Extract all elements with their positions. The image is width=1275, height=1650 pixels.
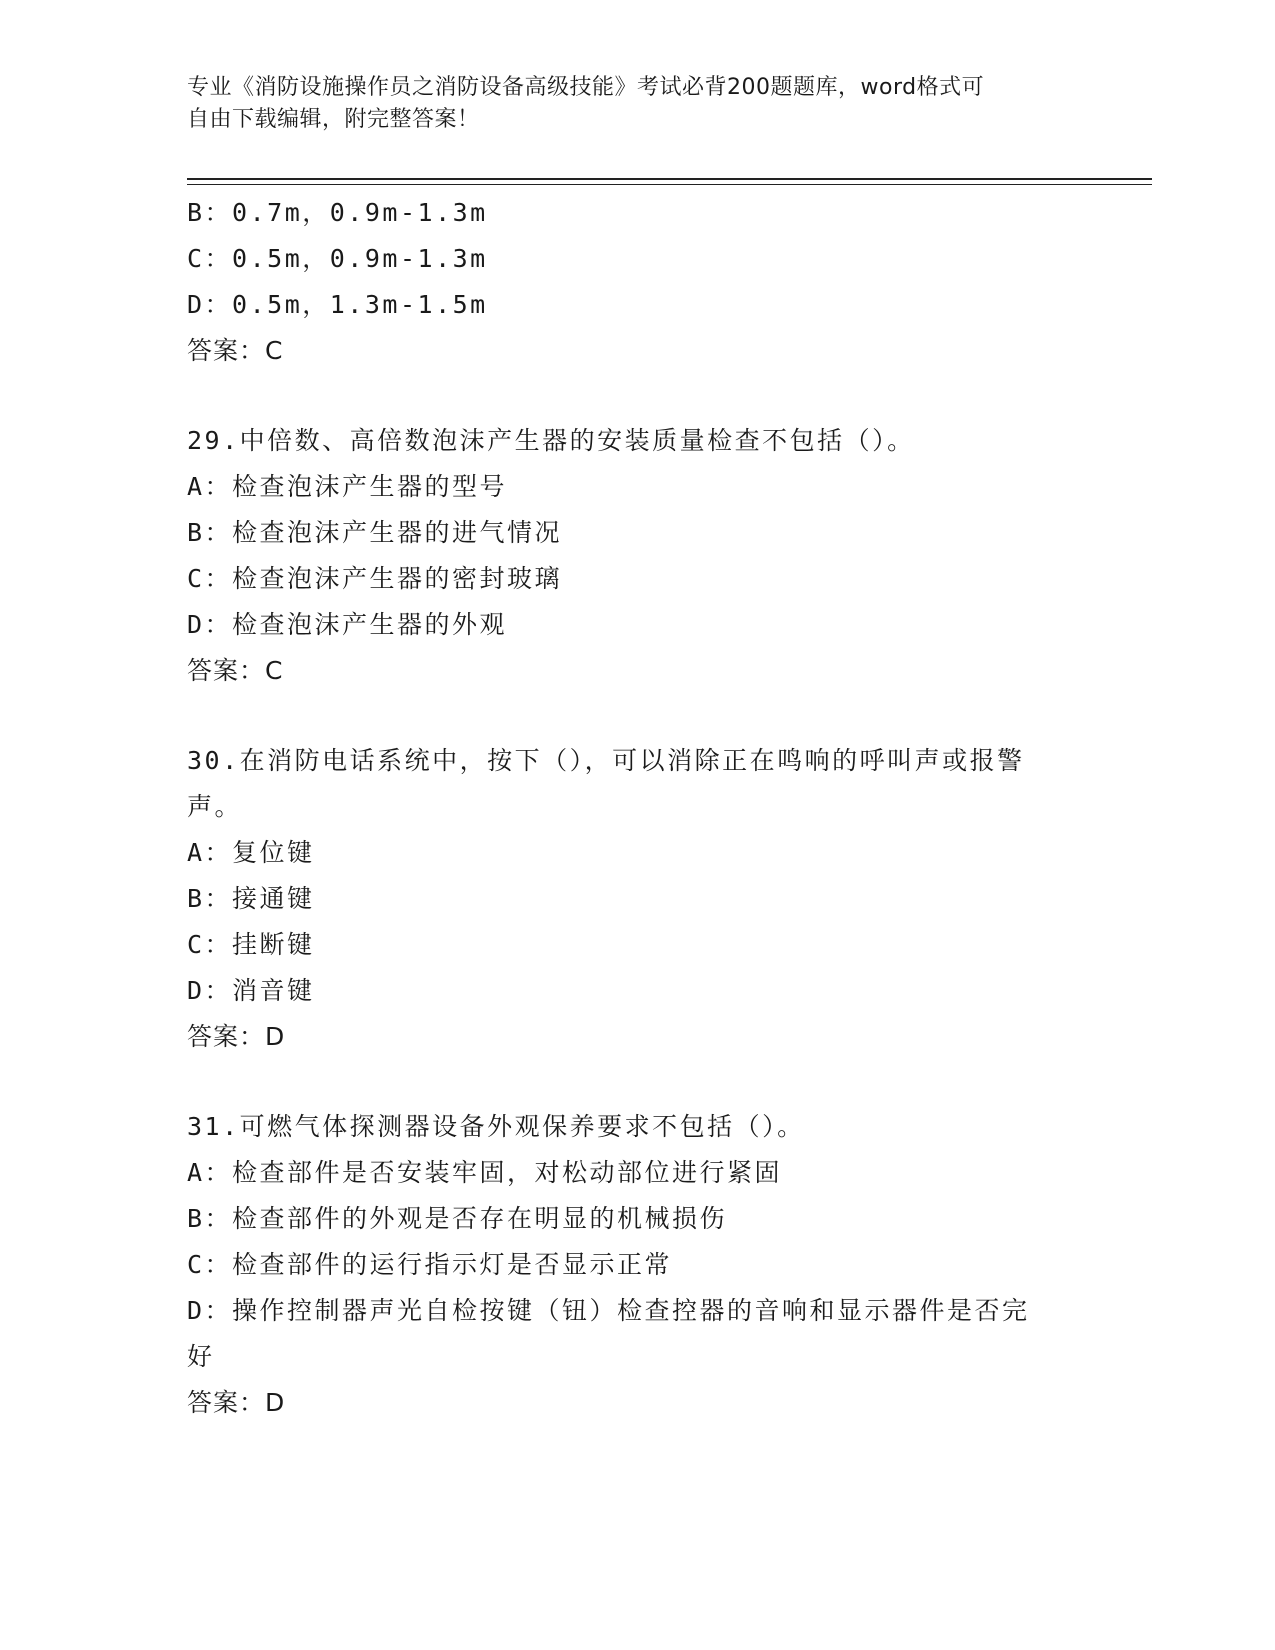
option-a: A：检查泡沫产生器的型号 (187, 472, 508, 501)
header-divider-thin (187, 184, 1152, 185)
question-gap (187, 694, 1087, 738)
question-stem: 29.中倍数、高倍数泡沫产生器的安装质量检查不包括（）。 (187, 426, 915, 455)
document-header (187, 72, 1087, 136)
question-stem: 30.在消防电话系统中，按下（），可以消除正在鸣响的呼叫声或报警 (187, 746, 1025, 775)
header-line-2: 自由下载编辑，附完整答案！ (187, 107, 480, 132)
question-block-28 (187, 190, 1087, 374)
option-d: D：0.5m，1.3m-1.5m (187, 290, 488, 319)
option-b: B：检查部件的外观是否存在明显的机械损伤 (187, 1204, 728, 1233)
option-c: C：检查泡沫产生器的密封玻璃 (187, 564, 563, 593)
question-list (187, 190, 1087, 1426)
answer-line: 答案：D (187, 1388, 286, 1417)
option-c: C：检查部件的运行指示灯是否显示正常 (187, 1250, 673, 1279)
question-stem-continued: 声。 (187, 792, 243, 821)
option-c: C：挂断键 (187, 930, 315, 959)
question-block-31 (187, 1104, 1087, 1426)
answer-line: 答案：C (187, 336, 284, 365)
option-a: A：复位键 (187, 838, 315, 867)
question-stem: 31.可燃气体探测器设备外观保养要求不包括（）。 (187, 1112, 805, 1141)
question-gap (187, 374, 1087, 418)
option-d: D：检查泡沫产生器的外观 (187, 610, 508, 639)
header-line-1: 专业《消防设施操作员之消防设备高级技能》考试必背200题题库，word格式可 (187, 75, 985, 100)
option-d: D：操作控制器声光自检按键（钮）检查控器的音响和显示器件是否完 (187, 1296, 1030, 1325)
question-block-30 (187, 738, 1087, 1060)
header-divider-thick (187, 178, 1152, 180)
answer-line: 答案：C (187, 656, 284, 685)
question-gap (187, 1060, 1087, 1104)
option-c: C：0.5m，0.9m-1.3m (187, 244, 488, 273)
option-d: D：消音键 (187, 976, 315, 1005)
option-b: B：接通键 (187, 884, 315, 913)
option-b: B：检查泡沫产生器的进气情况 (187, 518, 563, 547)
option-b: B：0.7m，0.9m-1.3m (187, 198, 488, 227)
answer-line: 答案：D (187, 1022, 286, 1051)
option-a: A：检查部件是否安装牢固，对松动部位进行紧固 (187, 1158, 783, 1187)
option-d-continued: 好 (187, 1342, 215, 1371)
question-block-29 (187, 418, 1087, 694)
